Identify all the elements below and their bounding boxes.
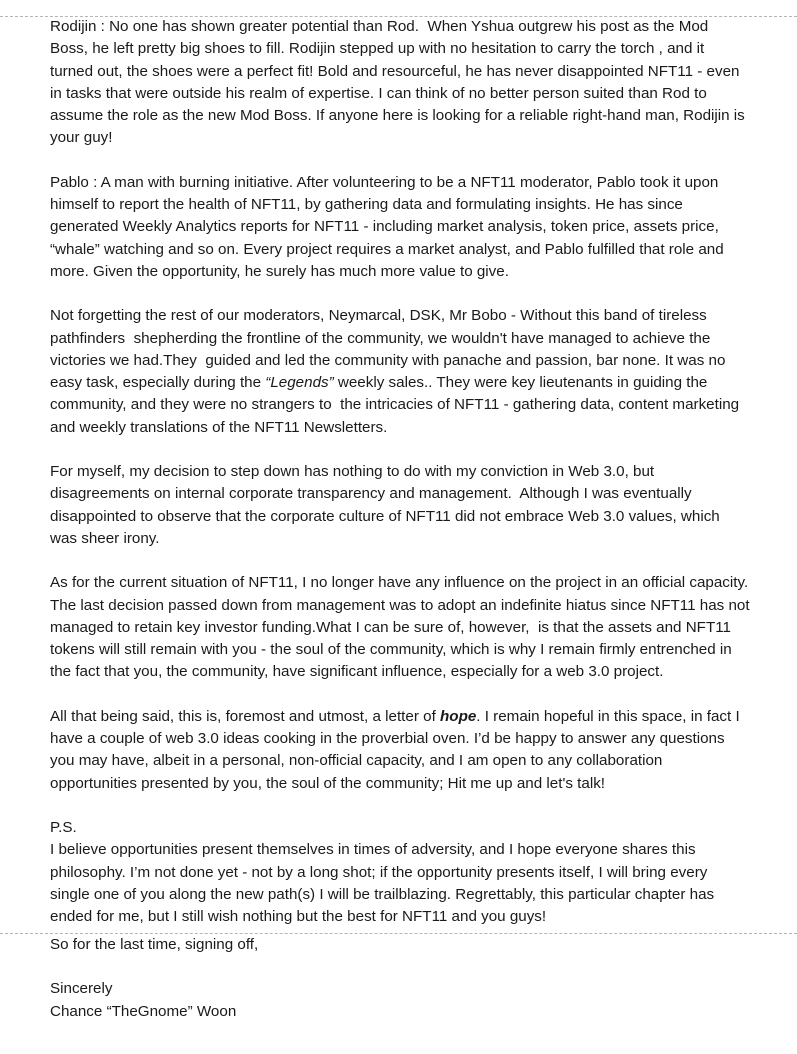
paragraph-rodijin: Rodijin : No one has shown greater potential than Rod. When Yshua outgrew his post as the Mod Boss, he left pretty big shoes to fill. Rodijin stepped up with no hesitation to carry the torch , and it turned out, the shoes were a perfect fit! Bold and resourceful, he has never disappointed NFT11 - even in tasks that were outside his realm of expertise. I can think of no better person suited than Rod to assume the role as the new Mod Boss. If anyone here is looking for a reliable right-hand man, Rodijin is your guy! — [50, 18, 750, 147]
paragraph-spacer — [50, 550, 750, 572]
paragraph-moderators — [50, 305, 750, 439]
valediction: Sincerely — [50, 980, 113, 998]
paragraph-spacer — [50, 684, 750, 706]
paragraph-spacer — [50, 439, 750, 461]
paragraph-pablo: Pablo : A man with burning initiative. After volunteering to be a NFT11 moderator, Pablo took it upon himself to report the health of NFT11, by gathering data and formulating insights. He has since generated Weekly Analytics reports for NFT11 - including market analysis, token price, assets price, “whale” watching and so on. Every project requires a market analyst, and Pablo fulfilled that role and more. Given the opportunity, he surely has much more value to give. — [50, 173, 728, 280]
moderators-text-start: Not forgetting the rest of our moderators, Neymarcal, DSK, Mr Bobo - Without this band of tireless pathfinders shepherding the frontline of the community, we wouldn't have managed to achieve the victories we had.They guided and led the community with panache and passion, bar none. It was no easy task, especially during the — [50, 307, 730, 392]
paragraph-ps: I believe opportunities present themselves in times of adversity, and I hope everyone shares this philosophy. I’m not done yet - not by a long shot; if the opportunity presents itself, I will bring every single one of you along the new path(s) I will be trailblazing. Regrettably, this particular chapter has ended for me, but I still wish nothing but the best for NFT11 and you guys! — [50, 841, 719, 926]
paragraph-spacer — [50, 283, 750, 305]
hope-text-start: All that being said, this is, foremost and utmost, a letter of — [50, 707, 441, 725]
hope-text-end: . I remain hopeful in this space, in fact I have a couple of web 3.0 ideas cooking in the proverbial oven. I’d be happy to answer any questions you may have, albeit in a personal, non-official capacity, and I am open to any collaboration opportunities presented by you, the soul of the community; Hit me up and let's talk! — [50, 707, 744, 792]
letter-closing — [50, 934, 750, 1023]
hope-emphasis: hope — [440, 707, 477, 725]
signoff-line: So for the last time, signing off, — [50, 936, 259, 953]
paragraph-spacer — [50, 795, 750, 817]
paragraph-spacer — [50, 956, 750, 978]
moderators-text-end: weekly sales.. They were key lieutenants in guiding the community, and they were no strangers to the intricacies of NFT11 - gathering data, content marketing and weekly translations of the NFT11 Newsletters. — [50, 374, 744, 436]
paragraph-hope — [50, 706, 750, 795]
ps-label: P.S. — [50, 818, 77, 836]
paragraph-myself: For myself, my decision to step down has nothing to do with my conviction in Web 3.0, but disagreements on internal corporate transparency and management. Although I was eventually disappointed to observe that the corporate culture of NFT11 did not embrace Web 3.0 values, which was sheer irony. — [50, 463, 724, 547]
signature: Chance “TheGnome” Woon — [50, 1002, 237, 1020]
letter-body — [50, 16, 754, 928]
paragraph-situation: As for the current situation of NFT11, I no longer have any influence on the project in an official capacity. The last decision passed down from management was to adopt an indefinite hiatus since NFT11 has not managed to retain key investor funding.What I can be sure of, however, is that the assets and NFT11 tokens will still remain with you - the soul of the community, which is why I remain firmly entrenched in the fact that you, the community, have significant influence, especially for a web 3.0 project. — [50, 574, 754, 681]
paragraph-spacer — [50, 150, 750, 172]
legends-emphasis: “Legends” — [265, 374, 334, 392]
